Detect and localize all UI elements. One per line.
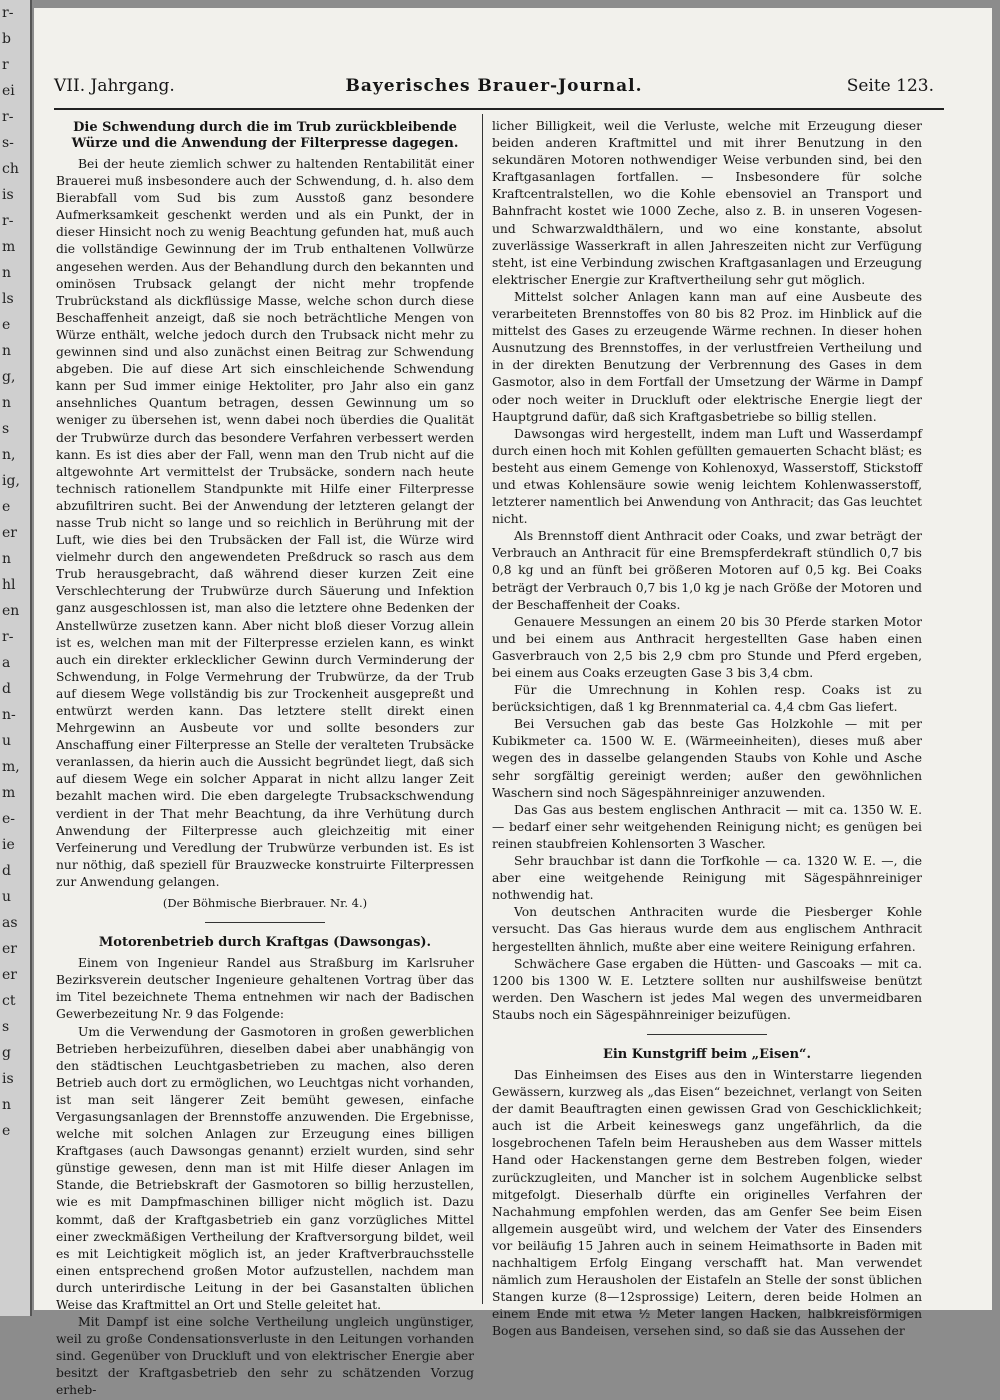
article2-paragraph: Genauere Messungen an einem 20 bis 30 Pferde starken Motor und bei einem aus Anthracit hergestellten Gase haben einen Gasverbrauch von 2,5 bis 2,9 cbm pro Stunde und Pferd ergeben, bei einem aus Coaks erzeugten Gase 3 bis 3,4 cbm. (492, 614, 922, 680)
prev-page-fragment: er (2, 941, 17, 957)
column-divider (482, 114, 483, 1304)
journal-title: Bayerisches Brauer-Journal. (345, 76, 643, 96)
article2-paragraph: licher Billigkeit, weil die Verluste, welche mit Erzeugung dieser beiden anderen Kraftmittel und mit ihrer Benutzung in den sekundären Motoren nothwendiger Weise verbunden sind, bei den Kraftgasanlagen fortfallen. — Insbesondere für solche Kraftcentralstellen, wo die Kohle ebensoviel an Transport und Bahnfracht kostet wie 1000 Zeche, also z. B. in unseren Vogesen- und Schwarzwaldthälern, und wo eine konstante, absolut zuverlässige Wasserkraft in allen Jahreszeiten nicht zur Verfügung steht, ist eine Verbindung zwischen Kraftgasanlagen und Erzeugung elektrischer Energie zur Kraftvertheilung sehr gut möglich. (492, 119, 922, 287)
prev-page-fragment: g (2, 1045, 11, 1061)
prev-page-fragment: e- (2, 811, 16, 827)
prev-page-fragment: r- (2, 213, 14, 229)
prev-page-fragment: ei (2, 83, 15, 99)
prev-page-fragment: en (2, 603, 20, 619)
prev-page-fragment: er (2, 967, 17, 983)
article1-title: Die Schwendung durch die im Trub zurückbleibende Würze und die Anwendung der Filterpresse dagegen. (71, 120, 459, 151)
prev-page-fragment: e (2, 317, 11, 333)
prev-page-fragment: ch (2, 161, 19, 177)
prev-page-fragment: n (2, 265, 12, 281)
article-separator (205, 922, 325, 923)
prev-page-fragment: ig, (2, 473, 20, 489)
prev-page-fragment: s (2, 1019, 10, 1035)
prev-page-fragment: e (2, 1123, 11, 1139)
prev-page-fragment: hl (2, 577, 16, 593)
article2-paragraph: Dawsongas wird hergestellt, indem man Luft und Wasserdampf durch einen hoch mit Kohlen gefüllten gemauerten Schacht bläst; es besteht aus einem Gemenge von Kohlenoxyd, Wasserstoff, Stickstoff und etwas Kohlensäure sowie wenig leichtem Kohlenwasserstoff, letzterer namentlich bei Anwendung von Anthracit; das Gas leuchtet nicht. (492, 426, 922, 527)
article2-title: Motorenbetrieb durch Kraftgas (Dawsongas). (98, 935, 432, 951)
article2-paragraph: Für die Umrechnung in Kohlen resp. Coaks ist zu berücksichtigen, daß 1 kg Brennmaterial ca. 4,4 cbm Gas liefert. (492, 683, 922, 715)
prev-page-fragment: is (2, 187, 14, 203)
prev-page-fragment: u (2, 733, 12, 749)
prev-page-fragment: u (2, 889, 12, 905)
prev-page-fragment: r- (2, 629, 14, 645)
prev-page-fragment: d (2, 863, 11, 879)
prev-page-fragment: s (2, 421, 10, 437)
prev-page-fragment: ls (2, 291, 14, 307)
prev-page-fragment: n (2, 395, 12, 411)
article2-paragraph: Bei Versuchen gab das beste Gas Holzkohle — mit per Kubikmeter ca. 1500 W. E. (Wärmeeinheiten), dieses muß aber wegen des in dasselbe gelangenden Staubs von Kohle und Asche sehr sorgfältig gereinigt werden; außer den gewöhnlichen Waschern sind noch Sägespähnreiniger anzuwenden. (492, 717, 922, 800)
article2-paragraph: Um die Verwendung der Gasmotoren in großen gewerblichen Betrieben herbeizuführen, dieselben dabei aber unabhängig von den städtischen Leuchtgasbetrieben zu machen, also deren Betrieb auch dort zu ermöglichen, wo Leuchtgas nicht vorhanden, ist man seit längerer Zeit bemüht gewesen, einfache Vergasungsanlagen der Brennstoffe anzuwenden. Die Ergebnisse, welche mit solchen Anlagen zur Erzeugung eines billigen Kraftgases (auch Dawsongas genannt) erzielt wurden, sind sehr günstige gewesen, denn man ist mit Hilfe dieser Anlagen im Stande, die Betriebskraft der Gasmotoren so billig herzustellen, wie es mit Dampfmaschinen billiger nicht möglich ist. Dazu kommt, daß der Kraftgasbetrieb ein ganz vorzügliches Mittel einer zweckmäßigen Vertheilung der Kraftversorgung bildet, weil es mit Leichtigkeit möglich ist, an jeder Kraftverbrauchsstelle einen entsprechend großen Motor aufzustellen, nachdem man durch unterirdische Leitung in der bei Gasanstalten üblichen Weise das Kraftmittel an Ort und Stelle geleitet hat. (56, 1024, 474, 1312)
prev-page-fragment: n (2, 551, 12, 567)
prev-page-fragment: er (2, 525, 17, 541)
prev-page-fragment: r- (2, 109, 14, 125)
prev-page-fragment: ie (2, 837, 15, 853)
article2-paragraph: Mittelst solcher Anlagen kann man auf eine Ausbeute des verarbeiteten Brennstoffes von 80 bis 82 Proz. im Hinblick auf die mittelst des Gases zu erzeugende Wärme rechnen. In dieser hohen Ausnutzung des Brennstoffes, in der verlustfreien Vertheilung und in der direkten Benutzung der Verbrennung des Gases in dem Gasmotor, also in dem Fortfall der Umsetzung der Wärme in Dampf oder noch weiter in Druckluft oder elektrische Energie liegt der Hauptgrund dafür, daß sich Kraftgasbetriebe so billig stellen. (492, 289, 922, 424)
prev-page-fragment: is (2, 1071, 14, 1087)
prev-page-fragment: s- (2, 135, 14, 151)
article2-paragraph: Schwächere Gase ergaben die Hütten- und Gascoaks — mit ca. 1200 bis 1300 W. E. Letztere sollten nur aushilfsweise benützt werden. Den Waschern ist jedes Mal wegen des unvermeidbaren Staubs noch ein Sägespähnreiniger beizufügen. (492, 956, 922, 1022)
prev-page-fragment: n- (2, 707, 16, 723)
prev-page-fragment: b (2, 31, 11, 47)
article2-paragraph: Als Brennstoff dient Anthracit oder Coaks, und zwar beträgt der Verbrauch an Anthracit für eine Bremspferdekraft stündlich 0,7 bis 0,8 kg und an fünft bei größeren Motoren auf 0,5 kg. Bei Coaks beträgt der Verbrauch 0,7 bis 1,0 kg je nach Größe der Motoren und der Beschaffenheit der Coaks. (492, 529, 922, 612)
article2-paragraph: Einem von Ingenieur Randel aus Straßburg im Karlsruher Bezirksverein deutscher Ingenieure gehaltenen Vortrag über das im Titel bezeichnete Thema entnehmen wir nach der Badischen Gewerbezeitung Nr. 9 das Folgende: (56, 956, 474, 1022)
prev-page-fragment: d (2, 681, 11, 697)
header-rule (54, 108, 944, 110)
journal-page (34, 8, 992, 1398)
article2-paragraph: Mit Dampf ist eine solche Vertheilung ungleich ungünstiger, weil zu große Condensationsverluste in den Leitungen vorhanden sind. Gegenüber von Druckluft und von elektrischer Energie aber besitzt der Kraftgasbetrieb den sehr zu schätzenden Vorzug erheb- (56, 1315, 474, 1398)
prev-page-fragment: m (2, 785, 16, 801)
page-header (54, 76, 934, 102)
previous-page-edge (0, 0, 32, 1316)
page-number: Seite 123. (846, 76, 934, 96)
prev-page-fragment: e (2, 499, 11, 515)
prev-page-fragment: n, (2, 447, 16, 463)
left-column (56, 118, 474, 1400)
prev-page-fragment: as (2, 915, 18, 931)
prev-page-fragment: m (2, 239, 16, 255)
prev-page-fragment: n (2, 343, 12, 359)
article3-paragraph: Das Einheimsen des Eises aus den in Winterstarre liegenden Gewässern, kurzweg als „das Eisen“ bezeichnet, verlangt von Seiten der damit Beauftragten einen gewissen Grad von Geschicklichkeit; auch ist die Arbeit keineswegs ganz ungefährlich, da die losgebrochenen Tafeln beim Herausheben aus dem Wasser mittels Hand oder Hackenstangen gerne dem Bestreben folgen, wieder zurückzugleiten, und Mancher ist in solchem Augenblicke selbst mitgefolgt. Dieserhalb dürfte ein originelles Verfahren der Nachahmung empfohlen werden, das am Genfer See beim Eisen allgemein ausgeübt wird, und welchem der Vater des Einsenders vor beiläufig 15 Jahren auch in seinem Heimathsorte in Baden mit nachhaltigem Erfolg Eingang verschafft hat. Man verwendet nämlich zum Herausholen der Eistafeln an Stelle der sonst üblichen Stangen kurze (8—12sprossige) Leitern, deren beide Holmen an einem Ende mit etwa ½ Meter langen Hacken, halbkreisförmigen Bogen aus Bandeisen, versehen sind, so daß sie das Aussehen der (492, 1067, 922, 1339)
prev-page-fragment: m, (2, 759, 20, 775)
prev-page-fragment: a (2, 655, 11, 671)
prev-page-fragment: n (2, 1097, 12, 1113)
prev-page-fragment: r (2, 57, 9, 73)
right-column (492, 118, 922, 1340)
article1-paragraph: Bei der heute ziemlich schwer zu haltenden Rentabilität einer Brauerei muß insbesondere auch der Schwendung, d. h. also dem Bierabfall vom Sud bis zum Ausstoß ganz besondere Aufmerksamkeit geschenkt werden und als ein Punkt, der in dieser Hinsicht noch zu wenig Beachtung gefunden hat, muß auch die vollständige Gewinnung der im Trub enthaltenen Vollwürze angesehen werden. Aus der Behandlung durch den bekannten und ominösen Trubsack gelangt der nicht mehr tropfende Trubrückstand als dickflüssige Masse, welche schon durch diese Beschaffenheit anzeigt, daß sie noch beträchtliche Mengen von Würze enthält, welche jedoch durch den Trubsack nicht mehr zu gewinnen sind und also zunächst einen Beitrag zur Schwendung abgeben. Die auf diese Art sich einschleichende Schwendung kann per Sud immer einige Hektoliter, pro Jahr also ein ganz ansehnliches Quantum betragen, dessen Gewinnung um so weniger zu übersehen ist, wenn dabei noch überdies die Qualität der Trubwürze durch das besondere Verfahren verbessert werden kann. Es ist dies aber der Fall, wenn man den Trub nicht auf die altgewohnte Art vermittelst der Trubsäcke, sondern nach heute technisch rationellem Standpunkte mit Hilfe einer Filterpresse abzufiltriren sucht. Bei der Anwendung der letzteren gelangt der nasse Trub nicht so lange und so reichlich in Berührung mit der Luft, wie dies bei den Trubsäcken der Fall ist, die Würze wird vielmehr durch den angewendeten Preßdruck so rasch aus dem Trub herausgebracht, daß während dieser kurzen Zeit eine Verschlechterung der Trubwürze durch Säuerung und Infektion ganz ausgeschlossen ist, man also die letztere ohne Bedenken der Anstellwürze zusetzen kann. Aber nicht bloß dieser Vorzug allein ist es, welchen man mit der Filterpresse erzielen kann, es winkt auch ein direkter erklecklicher Gewinn durch Verminderung der Schwendung, in Folge Vermehrung der Trubwürze, da der Trub auf diesem Wege vollständig bis zur Trockenheit ausgepreßt und entwürzt werden kann. Das letztere stellt direkt einen Mehrgewinn an Ausbeute vor und sollte besonders zur Anschaffung einer Filterpresse an Stelle der veralteten Trubsäcke veranlassen, da hierin auch die Aussicht begründet liegt, daß sich auf diesem Wege ein solcher Apparat in nicht allzu langer Zeit bezahlt machen wird. Die eben dargelegte Trubsackschwendung verdient in der That mehr Beachtung, da ihre Verhütung durch Anwendung der Filterpresse auch gleichzeitig mit einer Verfeinerung und Veredlung der Trubwürze verbunden ist. Es ist nur nöthig, daß speziell für Brauzwecke konstruirte Filterpressen zur Anwendung gelangen. (56, 157, 474, 889)
article2-paragraph: Sehr brauchbar ist dann die Torfkohle — ca. 1320 W. E. —, die aber eine weitgehende Reinigung mit Sägespähnreiniger nothwendig hat. (492, 854, 922, 903)
article2-paragraph: Von deutschen Anthraciten wurde die Piesberger Kohle versucht. Das Gas hieraus wurde dem aus englischem Anthracit hergestellten ähnlich, mußte aber eine weitere Reinigung erfahren. (492, 905, 922, 954)
article2-paragraph: Das Gas aus bestem englischen Anthracit — mit ca. 1350 W. E. — bedarf einer sehr weitgehenden Reinigung nicht; es genügen bei reinen staubfreien Kohlensorten 3 Wascher. (492, 802, 922, 851)
prev-page-fragment: g, (2, 369, 16, 385)
prev-page-fragment: ct (2, 993, 16, 1009)
prev-page-fragment: r- (2, 5, 14, 21)
volume-label: VII. Jahrgang. (54, 76, 175, 96)
article3-title: Ein Kunstgriff beim „Eisen“. (602, 1046, 812, 1062)
article-separator (647, 1034, 767, 1035)
article1-source: (Der Böhmische Bierbrauer. Nr. 4.) (162, 896, 368, 911)
